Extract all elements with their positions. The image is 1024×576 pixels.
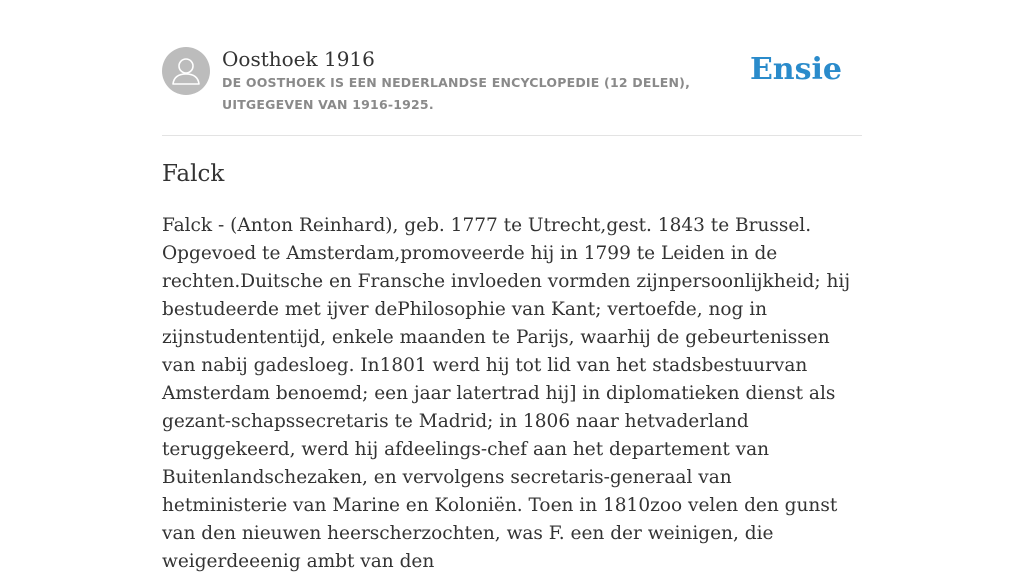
- source-title[interactable]: Oosthoek 1916: [222, 47, 375, 71]
- divider: [162, 135, 862, 136]
- entry-body: Falck - (Anton Reinhard), geb. 1777 te Utrecht,gest. 1843 te Brussel. Opgevoed te Amsterdam,promoveerde hij in 1799 te Leiden in de rechten.Duitsche en Fransche invloeden vormden zijnpersoonlijkheid; hij bestudeerde met ijver dePhilosophie van Kant; vertoefde, nog in zijnstudententijd, enkele maanden te Parijs, waarhij de gebeurtenissen van nabij gadesloeg. In1801 werd hij tot lid van het stadsbestuurvan Amsterdam benoemd; een jaar latertrad hij] in diplomatieken dienst als gezant-schapssecretaris te Madrid; in 1806 naar hetvaderland teruggekeerd, werd hij afdeelings-chef aan het departement van Buitenlandschezaken, en vervolgens secretaris-generaal van hetministerie van Marine en Koloniën. Toen in 1810zoo velen den gunst van den nieuwen heerscherzochten, was F. een der weinigen, die weigerdeeenig ambt van den: [162, 215, 851, 572]
- avatar[interactable]: [162, 47, 210, 95]
- entry-title: Falck: [162, 161, 225, 187]
- source-header: [162, 46, 862, 136]
- source-description: DE OOSTHOEK IS EEN NEDERLANDSE ENCYCLOPEDIE (12 DELEN), UITGEGEVEN VAN 1916-1925.: [222, 75, 691, 112]
- user-icon: [162, 47, 210, 95]
- ensie-logo[interactable]: Ensie: [749, 52, 842, 87]
